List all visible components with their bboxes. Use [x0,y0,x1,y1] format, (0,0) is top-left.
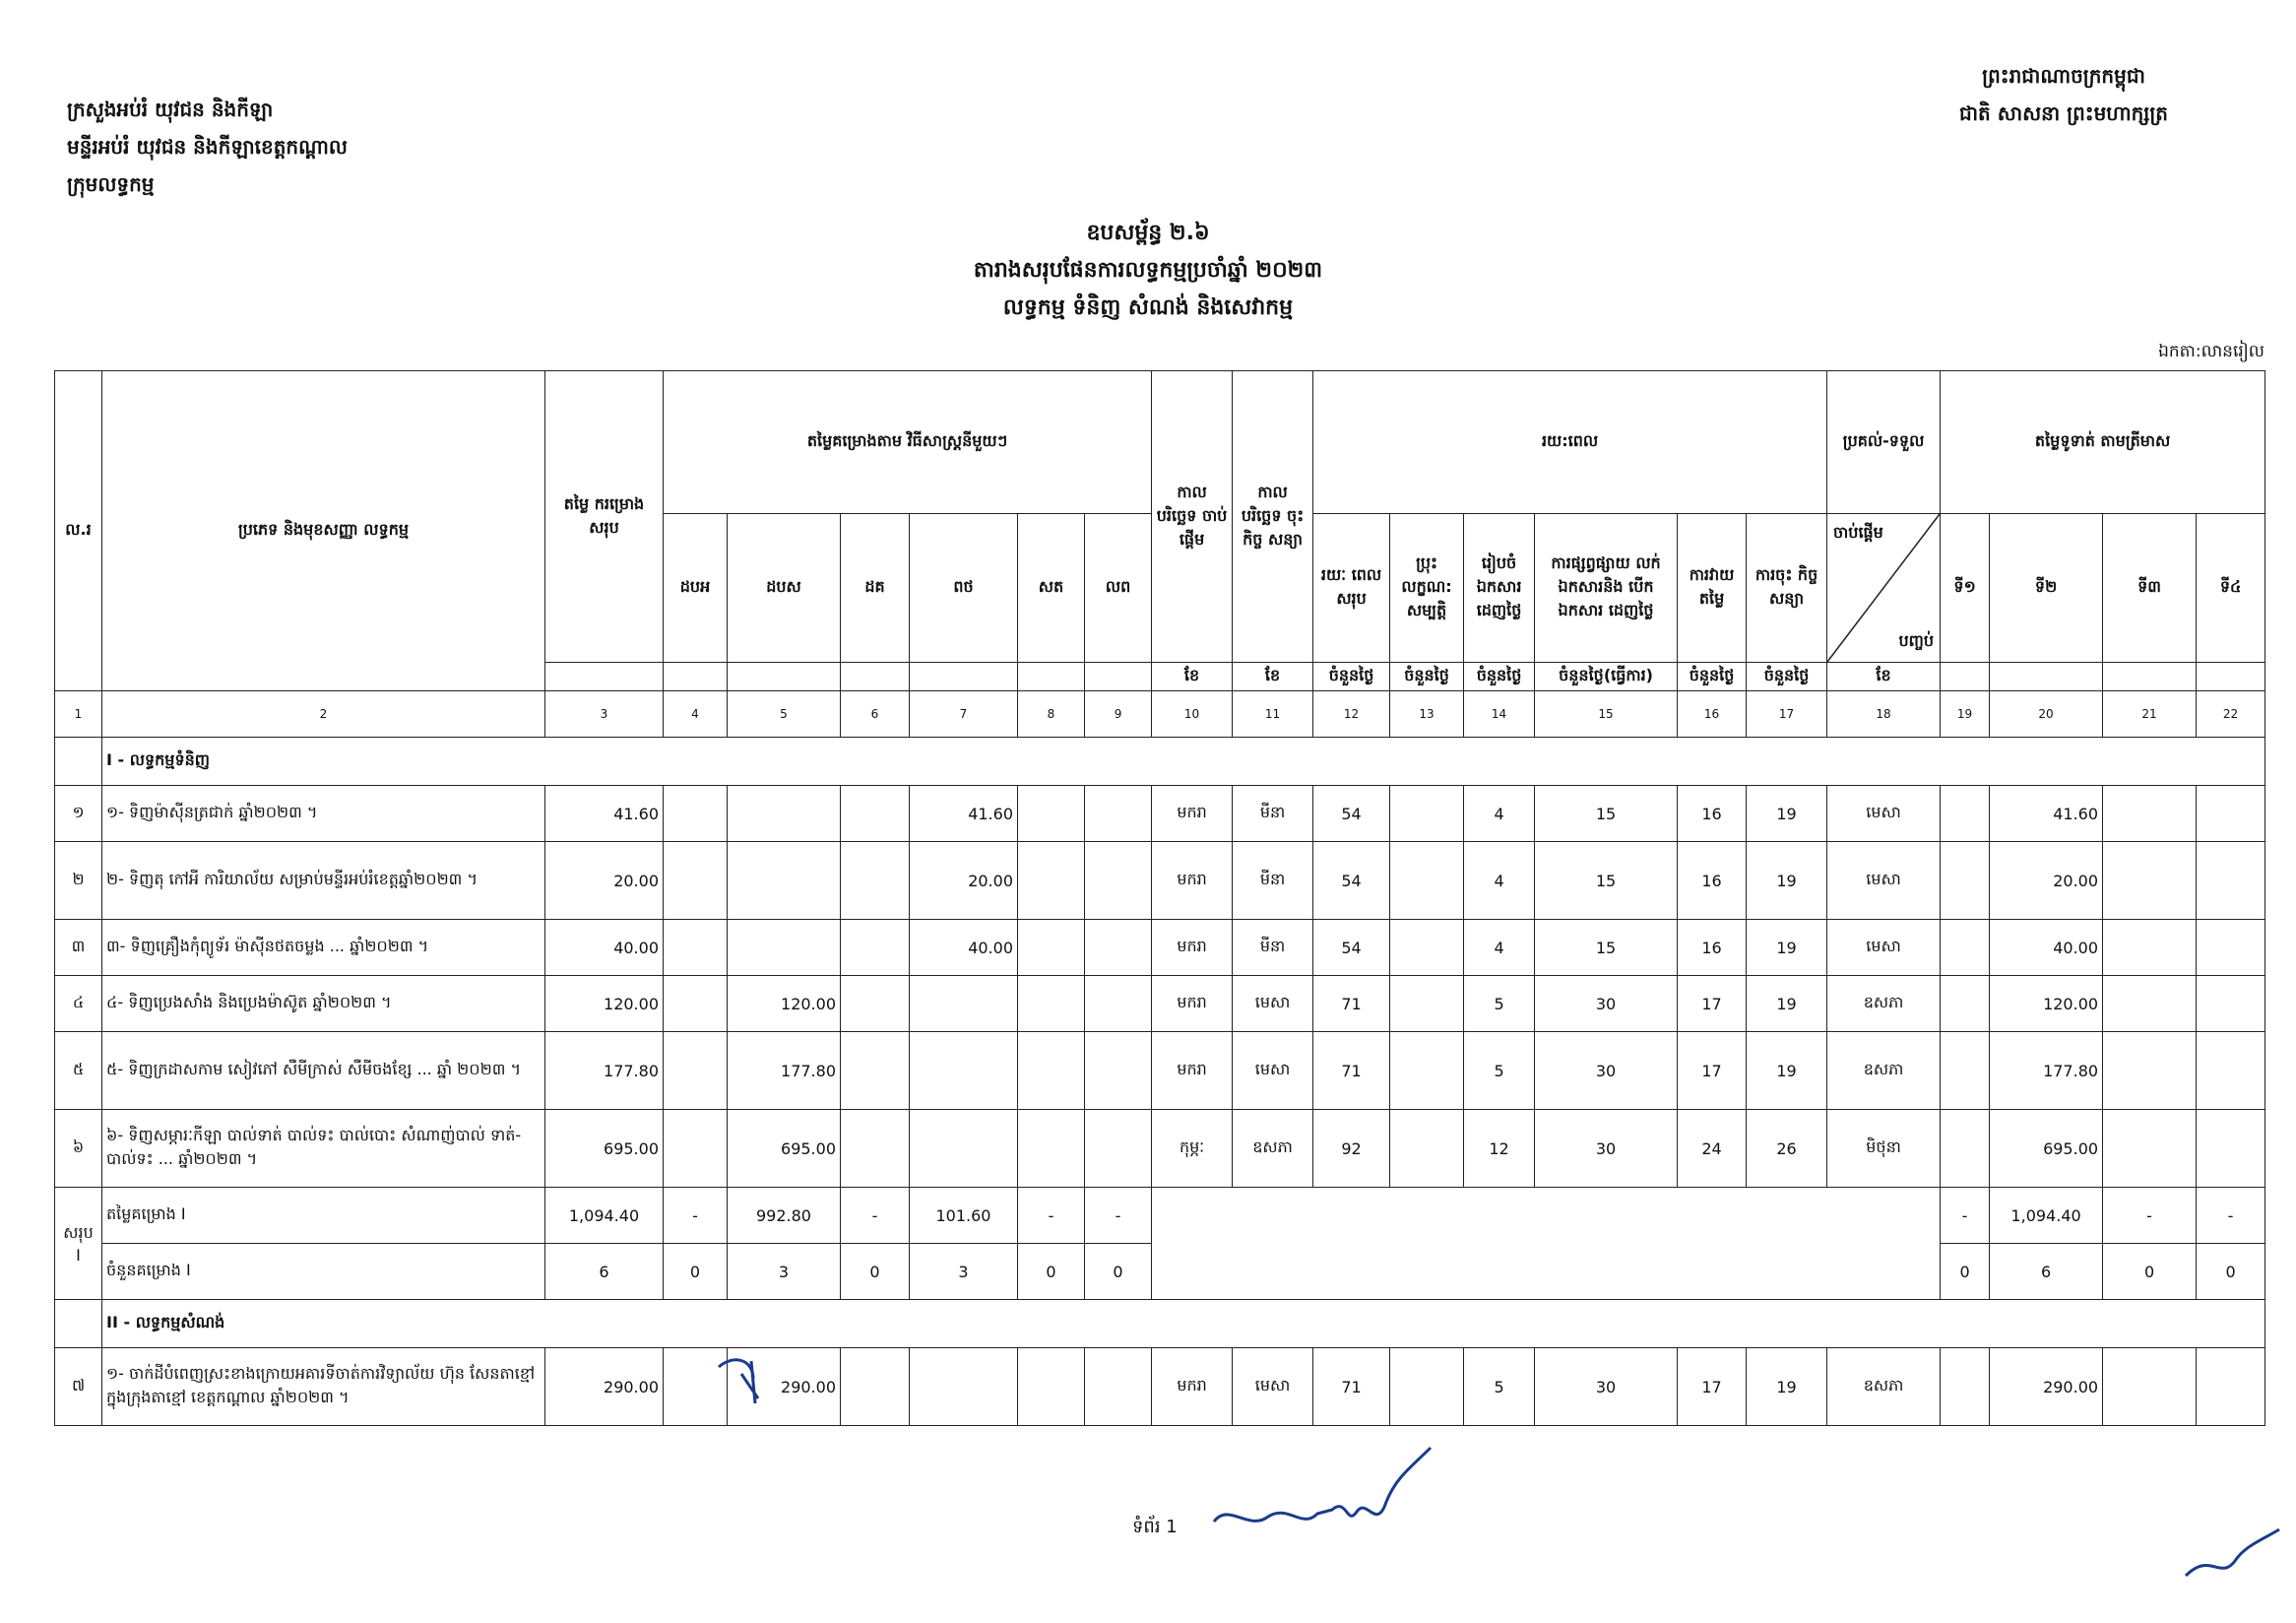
row-contract: មីនា [1233,920,1313,976]
row-d-eval: 17 [1678,1348,1747,1426]
row-d-sign: 26 [1747,1110,1827,1188]
row-cost: 120.00 [545,976,664,1032]
row-d-eval: 16 [1678,842,1747,920]
row-m6 [1085,920,1152,976]
row-q1 [1941,1032,1990,1110]
summary-q-3: 0 [2197,1244,2265,1300]
section-title: II - លទ្ធកម្មសំណង់ [102,1300,2265,1348]
colnum-6: 6 [841,691,910,738]
colnum-8: 8 [1018,691,1085,738]
row-d-advert: 15 [1535,786,1678,842]
header-right [1959,57,2168,132]
section-blank [55,738,102,786]
row-start: មករា [1152,786,1233,842]
annex-title: ឧបសម្ព័ន្ធ ២.៦ [1086,221,1210,245]
colnum-12: 12 [1313,691,1390,738]
d-sign: ការចុះ កិច្ចសន្យា [1747,514,1827,663]
titles [0,215,2296,327]
row-m5 [1018,920,1085,976]
d-prequal: ប្រុះ លក្ខណ: សម្បត្តិ [1390,514,1464,663]
row-d-prep: 5 [1464,976,1535,1032]
row-desc: ៥- ទិញក្រដាសកាម សៀវភៅ សឺមីក្រាស់ សឺមីចងខ្សែ ... ឆ្នាំ ២០២៣ ។ [102,1032,545,1110]
row-m3 [841,1110,910,1188]
colnum-7: 7 [910,691,1018,738]
motto: ជាតិ សាសនា ព្រះមហាក្សត្រ [1959,101,2168,125]
row-d-sign: 19 [1747,976,1827,1032]
colnum-10: 10 [1152,691,1233,738]
initial-mark [714,1349,793,1408]
m-blank-4 [910,663,1018,691]
row-m2: 290.00 [728,1348,841,1426]
m-blank-5 [1018,663,1085,691]
row-contract: មេសា [1233,1032,1313,1110]
row-start: កុម្ភៈ [1152,1110,1233,1188]
row-contract: មេសា [1233,1348,1313,1426]
col-duration: រយ:ពេល [1313,371,1827,514]
table-row [55,1110,2265,1188]
row-handover: មិថុនា [1827,1110,1941,1188]
row-m6 [1085,1032,1152,1110]
summary-q-0: 0 [1941,1244,1990,1300]
row-q4 [2197,842,2265,920]
row-m5 [1018,1032,1085,1110]
row-cost: 40.00 [545,920,664,976]
procurement-table [54,370,2265,1426]
row-cost: 695.00 [545,1110,664,1188]
row-start: មករា [1152,976,1233,1032]
summary-cost-3: - [841,1188,910,1244]
row-m4 [910,976,1018,1032]
d-eval-unit: ចំនួនថ្ងៃ [1678,663,1747,691]
row-q4 [2197,976,2265,1032]
summary-q-2: - [2103,1188,2197,1244]
summary-cost-0: 1,094.40 [545,1188,664,1244]
table-row [55,842,2265,920]
colnum-5: 5 [728,691,841,738]
row-desc: ១- ចាក់ដីបំពេញស្រះខាងក្រោយអគារទីចាត់ការវិទ្យាល័យ ហ៊ុន សែនតាខ្មៅ ក្នុងក្រុងតាខ្មៅ ខេត្តកណ្តាល ឆ្នាំ២០២៣ ។ [102,1348,545,1426]
colnum-20: 20 [1990,691,2103,738]
row-m1 [664,920,728,976]
row-q2: 290.00 [1990,1348,2103,1426]
row-m5 [1018,1348,1085,1426]
row-d-total: 71 [1313,1032,1390,1110]
colnum-14: 14 [1464,691,1535,738]
summary-q-3: - [2197,1188,2265,1244]
row-m2 [728,920,841,976]
d-total-unit: ចំនួនថ្ងៃ [1313,663,1390,691]
row-m1 [664,842,728,920]
col-handover: ប្រគល់-ទទួល [1827,371,1941,514]
column-number-row [55,691,2265,738]
row-m4 [910,1110,1018,1188]
col-start: កាល បរិច្ឆេទ ចាប់ ផ្តើម [1152,371,1233,663]
row-no: ៤ [55,976,102,1032]
summary-count-6: 0 [1085,1244,1152,1300]
row-cost: 290.00 [545,1348,664,1426]
row-q2: 695.00 [1990,1110,2103,1188]
row-m5 [1018,1110,1085,1188]
row-m4: 20.00 [910,842,1018,920]
d-prep-unit: ចំនួនថ្ងៃ [1464,663,1535,691]
row-d-sign: 19 [1747,1348,1827,1426]
header-left [67,91,348,203]
corner-mark [2181,1522,2284,1581]
d-eval: ការវាយ តម្លៃ [1678,514,1747,663]
m-dbs: ដបស [728,514,841,663]
row-d-prep: 4 [1464,786,1535,842]
row-m2: 695.00 [728,1110,841,1188]
q3-head: ទី៣ [2103,514,2197,663]
summary-count-4: 3 [910,1244,1018,1300]
row-q3 [2103,1348,2197,1426]
row-q2: 120.00 [1990,976,2103,1032]
q2-head: ទី២ [1990,514,2103,663]
colnum-21: 21 [2103,691,2197,738]
row-handover: ឧសភា [1827,976,1941,1032]
summary-q-1: 6 [1990,1244,2103,1300]
row-cost: 20.00 [545,842,664,920]
row-d-prequal [1390,976,1464,1032]
row-d-prep: 5 [1464,1348,1535,1426]
row-m1 [664,786,728,842]
row-no: ៧ [55,1348,102,1426]
row-d-prep: 4 [1464,842,1535,920]
colnum-19: 19 [1941,691,1990,738]
row-q3 [2103,1032,2197,1110]
row-m3 [841,1348,910,1426]
row-q1 [1941,976,1990,1032]
m-pt: ពថ [910,514,1018,663]
row-q2: 40.00 [1990,920,2103,976]
department-name: មន្ទីរអប់រំ យុវជន និងកីឡាខេត្តកណ្តាល [67,135,348,159]
row-cost: 177.80 [545,1032,664,1110]
row-d-total: 71 [1313,976,1390,1032]
m-blank-2 [728,663,841,691]
row-desc: ៦- ទិញសម្ភារៈកីឡា បាល់ទាត់ បាល់ទះ បាល់បោះ សំណាញ់បាល់ ទាត់-បាល់ទះ ... ឆ្នាំ២០២៣ ។ [102,1110,545,1188]
colnum-13: 13 [1390,691,1464,738]
summary-cost-4: 101.60 [910,1188,1018,1244]
table-row [55,1032,2265,1110]
q-blank-3 [2103,663,2197,691]
unit-label: ឯកតា:លានរៀល [2158,342,2264,361]
row-handover: ឧសភា [1827,1348,1941,1426]
section-goods [55,738,2265,786]
row-d-total: 54 [1313,842,1390,920]
row-start: មករា [1152,1032,1233,1110]
summary-cost-label: តម្លៃគម្រោង I [102,1188,545,1244]
row-q4 [2197,786,2265,842]
row-d-prep: 5 [1464,1032,1535,1110]
row-handover: មេសា [1827,920,1941,976]
row-q3 [2103,920,2197,976]
summary-count-3: 0 [841,1244,910,1300]
m-dk: ដគ [841,514,910,663]
table-row [55,920,2265,976]
row-m2 [728,786,841,842]
row-d-sign: 19 [1747,786,1827,842]
row-q1 [1941,1348,1990,1426]
kingdom-name: ព្រះរាជាណាចក្រកម្ពុជា [1982,64,2145,88]
row-d-prep: 4 [1464,920,1535,976]
page-number: ទំព័រ 1 [1132,1517,1178,1537]
row-no: ៦ [55,1110,102,1188]
handover-split [1827,514,1941,663]
summary-q-1: 1,094.40 [1990,1188,2103,1244]
row-d-advert: 30 [1535,1110,1678,1188]
col-contract: កាល បរិច្ឆេទ ចុះកិច្ច សន្យា [1233,371,1313,663]
handover-start: ចាប់ផ្តើម [1833,523,1883,542]
q1-head: ទី១ [1941,514,1990,663]
row-m3 [841,920,910,976]
summary-cost-2: 992.80 [728,1188,841,1244]
row-d-sign: 19 [1747,842,1827,920]
row-m3 [841,786,910,842]
row-m1 [664,976,728,1032]
row-q3 [2103,976,2197,1032]
row-desc: ៣- ទិញគ្រឿងកុំព្យូទ័រ ម៉ាស៊ីនថតចម្លង ... ឆ្នាំ២០២៣ ។ [102,920,545,976]
row-no: ៣ [55,920,102,976]
row-no: ១ [55,786,102,842]
col-cost: តម្លៃ ករម្រោង សរុប [545,371,664,663]
row-m1 [664,1110,728,1188]
row-m6 [1085,1110,1152,1188]
row-d-advert: 30 [1535,1348,1678,1426]
plan-subtitle: លទ្ធកម្ម ទំនិញ សំណង់ និងសេវាកម្ម [1002,295,1294,320]
row-m3 [841,1032,910,1110]
row-q1 [1941,786,1990,842]
row-desc: ១- ទិញម៉ាស៊ីនត្រជាក់ ឆ្នាំ២០២៣ ។ [102,786,545,842]
row-m4: 40.00 [910,920,1018,976]
summary-cost-row [55,1188,2265,1244]
row-m4 [910,1348,1018,1426]
colnum-2: 2 [102,691,545,738]
colnum-17: 17 [1747,691,1827,738]
col-desc: ប្រភេទ និងមុខសញ្ញា លទ្ធកម្ម [102,371,545,691]
table-row [55,1348,2265,1426]
summary-cost-5: - [1018,1188,1085,1244]
col-no: ល.រ [55,371,102,691]
row-d-prequal [1390,1348,1464,1426]
row-desc: ២- ទិញតុ កៅអី ការិយាល័យ សម្រាប់មន្ទីរអប់រំខេត្តឆ្នាំ២០២៣ ។ [102,842,545,920]
q4-head: ទី៤ [2197,514,2265,663]
d-advert: ការផ្សព្វផ្សាយ លក់ឯកសារនិង បើកឯកសារ ដេញថ្លៃ [1535,514,1678,663]
row-contract: ឧសភា [1233,1110,1313,1188]
row-m4: 41.60 [910,786,1018,842]
row-contract: មីនា [1233,786,1313,842]
contract-month: ខែ [1233,663,1313,691]
row-m5 [1018,976,1085,1032]
row-q1 [1941,842,1990,920]
row-d-eval: 16 [1678,920,1747,976]
summary-cost-6: - [1085,1188,1152,1244]
row-m4 [910,1032,1018,1110]
m-st: សត [1018,514,1085,663]
cost-unit-blank [545,663,664,691]
d-sign-unit: ចំនួនថ្ងៃ [1747,663,1827,691]
row-q1 [1941,1110,1990,1188]
colnum-4: 4 [664,691,728,738]
d-prep: រៀបចំ ឯកសារ ដេញថ្លៃ [1464,514,1535,663]
row-q4 [2197,1032,2265,1110]
row-d-advert: 30 [1535,976,1678,1032]
colnum-22: 22 [2197,691,2265,738]
d-advert-unit: ចំនួនថ្ងៃ(ធ្វើការ) [1535,663,1678,691]
row-contract: មីនា [1233,842,1313,920]
row-no: ៥ [55,1032,102,1110]
row-d-prequal [1390,842,1464,920]
summary-label: សរុប I [55,1188,102,1300]
colnum-9: 9 [1085,691,1152,738]
row-d-eval: 24 [1678,1110,1747,1188]
row-d-total: 54 [1313,786,1390,842]
q-blank-4 [2197,663,2265,691]
summary-q-0: - [1941,1188,1990,1244]
m-blank-1 [664,663,728,691]
row-m6 [1085,842,1152,920]
row-handover: មេសា [1827,786,1941,842]
colnum-3: 3 [545,691,664,738]
row-q3 [2103,842,2197,920]
row-d-eval: 17 [1678,976,1747,1032]
handover-end: បញ្ចប់ [1898,631,1935,650]
row-d-prep: 12 [1464,1110,1535,1188]
colnum-1: 1 [55,691,102,738]
row-d-total: 54 [1313,920,1390,976]
row-d-sign: 19 [1747,1032,1827,1110]
row-m2 [728,842,841,920]
col-method: តម្លៃគម្រោងតាម វិធីសាស្ត្រនីមួយៗ [664,371,1152,514]
row-q4 [2197,1348,2265,1426]
d-prequal-unit: ចំនួនថ្ងៃ [1390,663,1464,691]
row-q2: 20.00 [1990,842,2103,920]
m-blank-6 [1085,663,1152,691]
row-m6 [1085,1348,1152,1426]
col-quarter: តម្លៃទូទាត់ តាមត្រីមាស [1941,371,2265,514]
plan-title: តារាងសរុបផែនការលទ្ធកម្មប្រចាំឆ្នាំ ២០២៣ [973,258,1323,283]
row-m3 [841,842,910,920]
signature [1209,1443,1435,1551]
colnum-11: 11 [1233,691,1313,738]
unit-name: ក្រុមលទ្ធកម្ម [67,172,155,196]
row-d-total: 92 [1313,1110,1390,1188]
section-blank [55,1300,102,1348]
row-m6 [1085,786,1152,842]
row-m6 [1085,976,1152,1032]
colnum-18: 18 [1827,691,1941,738]
summary-count-5: 0 [1018,1244,1085,1300]
start-month: ខែ [1152,663,1233,691]
row-d-prequal [1390,1110,1464,1188]
row-contract: មេសា [1233,976,1313,1032]
m-blank-3 [841,663,910,691]
row-no: ២ [55,842,102,920]
row-cost: 41.60 [545,786,664,842]
summary-cost-1: - [664,1188,728,1244]
summary-count-0: 6 [545,1244,664,1300]
row-m5 [1018,786,1085,842]
summary-q-2: 0 [2103,1244,2197,1300]
summary-gap [1152,1188,1941,1300]
q-blank-1 [1941,663,1990,691]
row-d-advert: 15 [1535,842,1678,920]
ministry-name: ក្រសួងអប់រំ យុវជន និងកីឡា [67,97,274,121]
summary-count-1: 0 [664,1244,728,1300]
table-row [55,786,2265,842]
row-d-sign: 19 [1747,920,1827,976]
section-title: I - លទ្ធកម្មទំនិញ [102,738,2265,786]
row-q2: 41.60 [1990,786,2103,842]
row-m5 [1018,842,1085,920]
row-q1 [1941,920,1990,976]
summary-count-label: ចំនួនគម្រោង I [102,1244,545,1300]
row-handover: មេសា [1827,842,1941,920]
row-d-advert: 30 [1535,1032,1678,1110]
row-q3 [2103,1110,2197,1188]
m-ddo: ដបអ [664,514,728,663]
table-row [55,976,2265,1032]
colnum-15: 15 [1535,691,1678,738]
row-start: មករា [1152,920,1233,976]
row-m2: 177.80 [728,1032,841,1110]
row-d-eval: 16 [1678,786,1747,842]
row-d-prequal [1390,786,1464,842]
summary-count-2: 3 [728,1244,841,1300]
q-blank-2 [1990,663,2103,691]
row-start: មករា [1152,1348,1233,1426]
colnum-16: 16 [1678,691,1747,738]
row-desc: ៤- ទិញប្រេងសាំង និងប្រេងម៉ាស៊ូត ឆ្នាំ២០២៣ ។ [102,976,545,1032]
row-start: មករា [1152,842,1233,920]
row-m2: 120.00 [728,976,841,1032]
row-q4 [2197,920,2265,976]
row-q2: 177.80 [1990,1032,2103,1110]
header-row-1 [55,371,2265,514]
row-d-prequal [1390,1032,1464,1110]
row-m3 [841,976,910,1032]
row-q4 [2197,1110,2265,1188]
row-d-advert: 15 [1535,920,1678,976]
row-m1 [664,1032,728,1110]
row-q3 [2103,786,2197,842]
d-total: រយៈ ពេល សរុប [1313,514,1390,663]
row-d-prequal [1390,920,1464,976]
section-construction [55,1300,2265,1348]
row-d-eval: 17 [1678,1032,1747,1110]
handover-month: ខែ [1827,663,1941,691]
row-handover: ឧសភា [1827,1032,1941,1110]
m-lp: លព [1085,514,1152,663]
row-d-total: 71 [1313,1348,1390,1426]
